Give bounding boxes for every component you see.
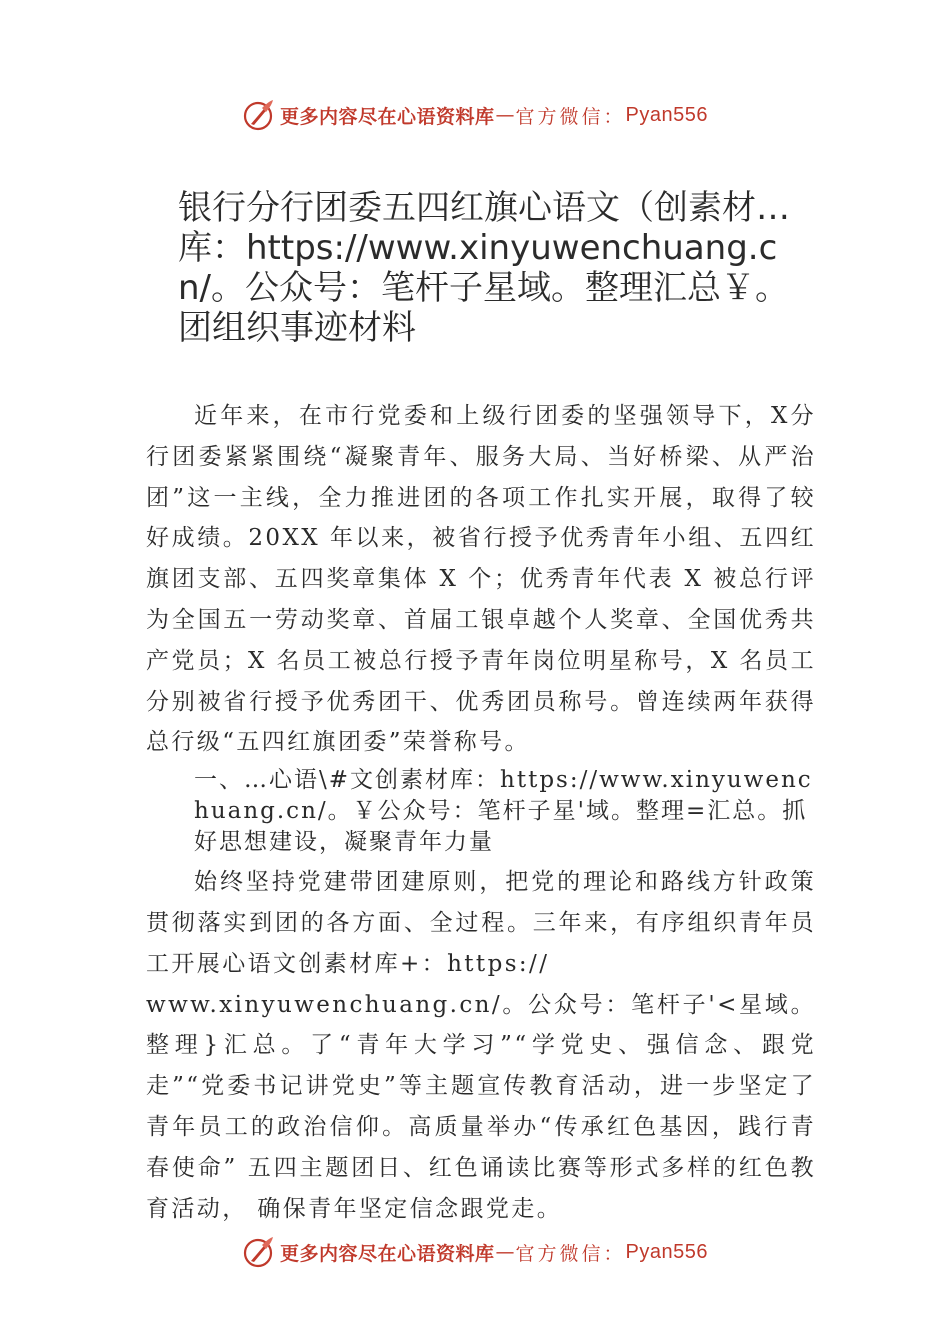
section-heading: 一、…心语\#文创素材库：https://www.xinyuwenchuang.cn/。￥公众号：笔杆子星'域。整理=汇总。抓好思想建设，凝聚青年力量 [194,767,813,856]
banner-wechat-label: 官方微信： [515,105,626,128]
banner-brand: 更多内容尽在心语资料库 [280,1242,495,1265]
banner-dash: — [495,1241,515,1263]
banner-dash: — [495,104,515,126]
quill-logo-icon [242,1235,276,1269]
footer-banner [0,1232,950,1272]
banner-wechat-label: 官方微信： [515,1242,626,1265]
document-body [146,396,816,1229]
banner-wechat-id: Pyan556 [625,103,708,126]
banner-wechat-id: Pyan556 [625,1240,708,1263]
document-title: 银行分行团委五四红旗心语文（创素材…库：https://www.xinyuwenchuang.cn/。公众号：笔杆子星域。整理汇总￥。团组织事迹材料 [178,188,790,348]
header-banner [0,95,950,135]
intro-paragraph: 近年来，在市行党委和上级行团委的坚强领导下，X分行团委紧紧围绕“凝聚青年、服务大局、当好桥梁、从严治团”这一主线，全力推进团的各项工作扎实开展，取得了较好成绩。20XX 年以来，被省行授予优秀青年小组、五四红旗团支部、五四奖章集体 X 个；优秀青年代表 X 被总行评为全国五一劳动奖章、首届工银卓越个人奖章、全国优秀共产党员；X 名员工被总行授予青年岗位明星称号，X 名员工分别被省行授予优秀团干、优秀团员称号。曾连续两年获得总行级“五四红旗团委”荣誉称号。 [146,403,816,756]
section-paragraph: 始终坚持党建带团建原则，把党的理论和路线方针政策贯彻落实到团的各方面、全过程。三年来，有序组织青年员工开展心语文创素材库+：https:// [146,869,816,977]
section-paragraph-continued: www.xinyuwenchuang.cn/。公众号：笔杆子'<星域。整理}汇总。了“青年大学习”“学党史、强信念、跟党走”“党委书记讲党史”等主题宣传教育活动，进一步坚定了青年员工的政治信仰。高质量举办“传承红色基因，践行青春使命” 五四主题团日、红色诵读比赛等形式多样的红色教育活动， 确保青年坚定信念跟党走。 [146,991,816,1222]
banner-brand: 更多内容尽在心语资料库 [280,105,495,128]
quill-logo-icon [242,98,276,132]
